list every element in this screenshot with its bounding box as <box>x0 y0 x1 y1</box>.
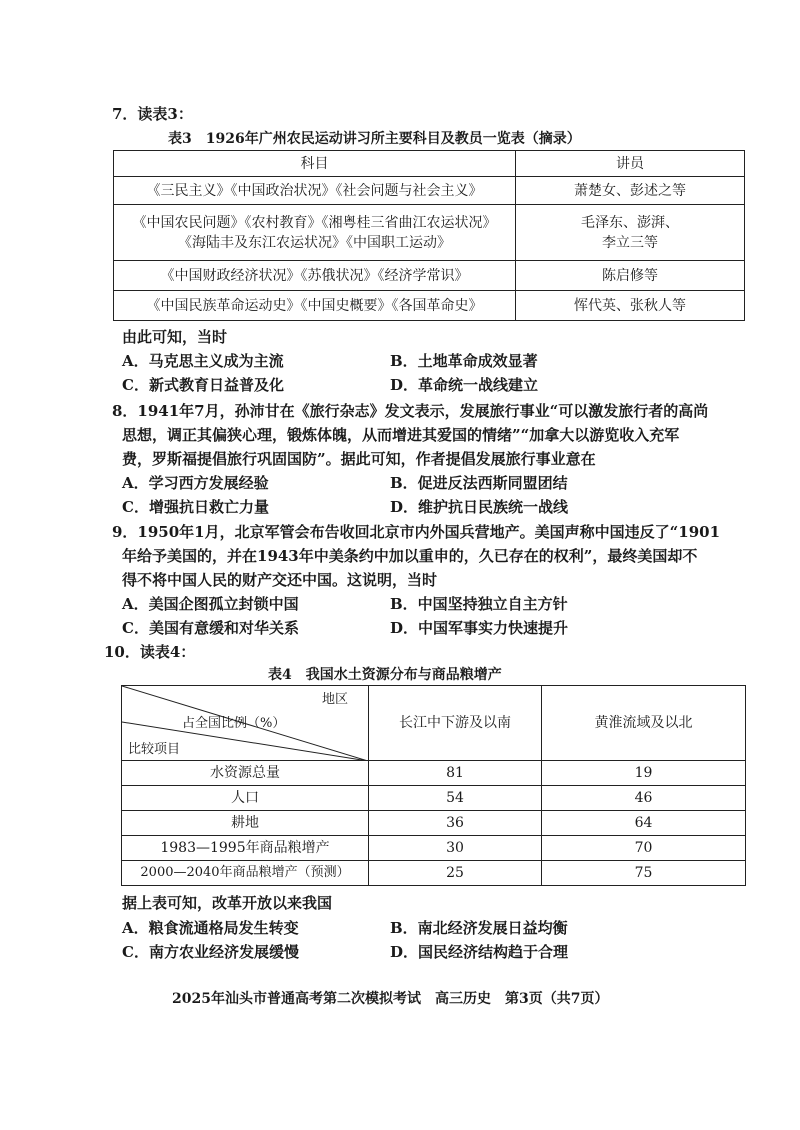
table-cell <box>516 261 745 291</box>
q8-option-b[interactable]: B．促进反法西斯同盟团结 <box>390 474 568 492</box>
table-cell: 1983—1995年商品粮增产 <box>122 836 369 861</box>
q9-line: 得不将中国人民的财产交还中国。这说明，当时 <box>122 571 438 589</box>
q9-line: 年给予美国的，并在1943年中美条约中加以重申的，久已存在的权利”，最终美国却不 <box>122 547 698 565</box>
table-cell: 19 <box>542 761 746 786</box>
q9-line: 9．1950年1月，北京军管会布告收回北京市内外国兵营地产。美国声称中国违反了“1901 <box>112 523 721 541</box>
table-cell: 70 <box>542 836 746 861</box>
q8-option-c[interactable]: C．增强抗日救亡力量 <box>122 498 269 516</box>
table-row <box>114 205 745 261</box>
table-header-row <box>114 151 745 177</box>
q7-stem: 7．读表3： <box>112 105 193 123</box>
table-cell <box>114 177 516 205</box>
table-cell: 64 <box>542 811 746 836</box>
table-cell: 2000—2040年商品粮增产（预测） <box>122 861 369 886</box>
table-cell <box>114 291 516 321</box>
diag-label-item: 比较项目 <box>128 742 181 757</box>
diagonal-header-cell <box>122 686 369 761</box>
cell-line: 李立三等 <box>602 234 658 251</box>
table-cell: 25 <box>369 861 542 886</box>
q9-option-d[interactable]: D．中国军事实力快速提升 <box>390 619 569 637</box>
q8-line: 思想，调正其偏狭心理，锻炼体魄，从而增进其爱国的情绪”“加拿大以游览收入充军 <box>122 426 680 444</box>
table-header-cell: 黄淮流域及以北 <box>542 686 746 761</box>
table-header-cell: 长江中下游及以南 <box>369 686 542 761</box>
table-cell: 水资源总量 <box>122 761 369 786</box>
table-cell: 46 <box>542 786 746 811</box>
table-row <box>122 861 746 886</box>
table-header-row <box>122 686 746 761</box>
table-cell <box>516 177 745 205</box>
table-cell <box>516 291 745 321</box>
q10-option-b[interactable]: B．南北经济发展日益均衡 <box>390 919 568 937</box>
table-cell: 81 <box>369 761 542 786</box>
q9-option-c[interactable]: C．美国有意缓和对华关系 <box>122 619 299 637</box>
q10-option-a[interactable]: A．粮食流通格局发生转变 <box>122 919 299 937</box>
cell-line: 《海陆丰及东江农运状况》《中国职工运动》 <box>178 234 451 251</box>
table-header-cell: 科目 <box>114 151 516 177</box>
page-footer: 2025年汕头市普通高考第二次模拟考试 高三历史 第3页（共7页） <box>172 991 609 1007</box>
table-cell: 30 <box>369 836 542 861</box>
table-row <box>114 177 745 205</box>
table3-caption: 表3 1926年广州农民运动讲习所主要科目及教员一览表（摘录） <box>168 131 581 147</box>
q8-line: 8．1941年7月，孙沛甘在《旅行杂志》发文表示，发展旅行事业“可以激发旅行者的高尚 <box>112 402 709 420</box>
cell-line: 萧楚女、彭述之等 <box>574 182 686 199</box>
table3 <box>113 150 745 321</box>
q8-option-a[interactable]: A．学习西方发展经验 <box>122 474 269 492</box>
cell-line: 《中国民族革命运动史》《中国史概要》《各国革命史》 <box>146 297 483 314</box>
q7-option-a[interactable]: A．马克思主义成为主流 <box>122 352 284 370</box>
cell-line: 毛泽东、澎湃、 <box>581 214 679 231</box>
q10-option-c[interactable]: C．南方农业经济发展缓慢 <box>122 943 299 961</box>
table-cell: 人口 <box>122 786 369 811</box>
diag-label-ratio: 占全国比例（%） <box>182 716 286 731</box>
q10-option-d[interactable]: D．国民经济结构趋于合理 <box>390 943 569 961</box>
table-row <box>114 291 745 321</box>
table-cell: 75 <box>542 861 746 886</box>
q7-option-c[interactable]: C．新式教育日益普及化 <box>122 376 284 394</box>
diag-label-region: 地区 <box>322 692 349 707</box>
table-cell <box>114 205 516 261</box>
q8-line: 费，罗斯福提倡旅行巩固国防”。据此可知，作者提倡发展旅行事业意在 <box>122 450 596 468</box>
table4 <box>121 685 746 886</box>
table-row <box>114 261 745 291</box>
table-cell: 54 <box>369 786 542 811</box>
q7-option-b[interactable]: B．土地革命成效显著 <box>390 352 538 370</box>
q8-option-d[interactable]: D．维护抗日民族统一战线 <box>390 498 569 516</box>
cell-line: 《中国财政经济状况》《苏俄状况》《经济学常识》 <box>160 267 469 284</box>
q10-stem: 10．读表4： <box>104 643 196 661</box>
cell-line: 陈启修等 <box>602 267 658 284</box>
table-row <box>122 761 746 786</box>
table-row <box>122 786 746 811</box>
cell-line: 《中国农民问题》《农村教育》《湘粤桂三省曲江农运状况》 <box>132 214 497 231</box>
table-cell: 36 <box>369 811 542 836</box>
table-cell: 耕地 <box>122 811 369 836</box>
table-row <box>122 811 746 836</box>
table-cell <box>114 261 516 291</box>
q7-conclusion: 由此可知，当时 <box>122 328 228 346</box>
table-header-cell: 讲员 <box>516 151 745 177</box>
cell-line: 《三民主义》《中国政治状况》《社会问题与社会主义》 <box>146 182 483 199</box>
q9-option-a[interactable]: A．美国企图孤立封锁中国 <box>122 595 299 613</box>
table-cell <box>516 205 745 261</box>
q7-option-d[interactable]: D．革命统一战线建立 <box>390 376 539 394</box>
q9-option-b[interactable]: B．中国坚持独立自主方针 <box>390 595 568 613</box>
table4-caption: 表4 我国水土资源分布与商品粮增产 <box>268 667 502 683</box>
cell-line: 恽代英、张秋人等 <box>574 297 686 314</box>
table-row <box>122 836 746 861</box>
q10-conclusion: 据上表可知，改革开放以来我国 <box>122 894 333 912</box>
